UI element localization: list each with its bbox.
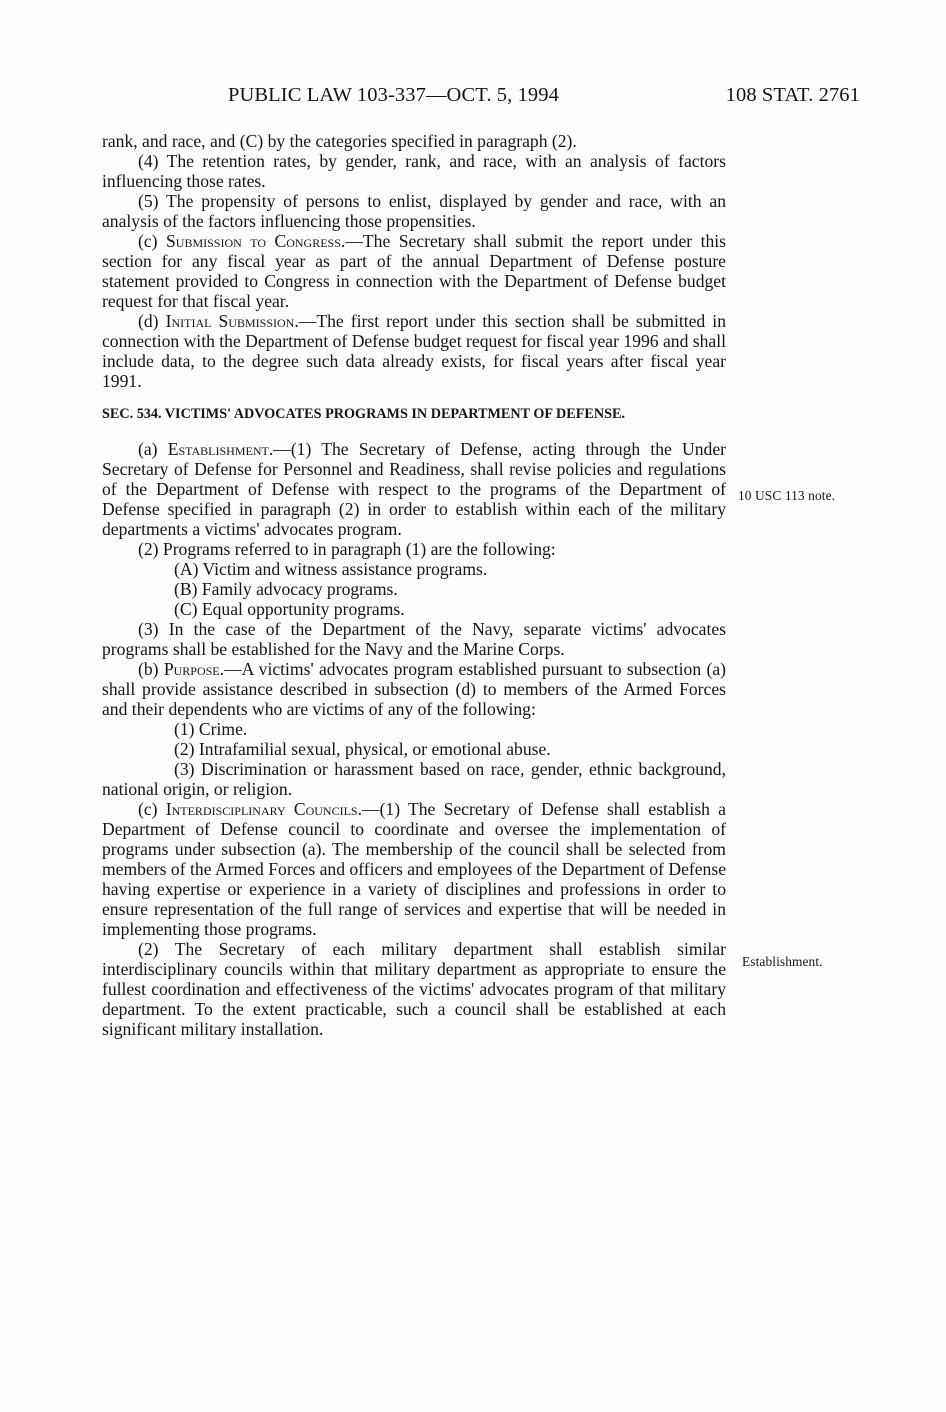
subsection-a-establishment xyxy=(102,439,726,539)
subsection-heading: Establishment. xyxy=(167,439,274,459)
paragraph: (5) The propensity of persons to enlist, displayed by gender and race, with an analysis of the factors influencing those propensities. xyxy=(102,191,726,231)
subsection-label: (d) xyxy=(138,311,166,331)
subsection-d-initial xyxy=(102,311,726,391)
subsection-text: —(1) The Secretary of Defense, acting through the Under Secretary of Defense for Personnel and Readiness, shall revise policies and regulations of the Department of Defense with respect to the programs of the Department of Defense specified in paragraph (2) in order to establish within each of the military departments a victims' advocates program. xyxy=(102,439,726,539)
subsection-label: (c) xyxy=(138,799,166,819)
subsection-heading: Submission to Congress. xyxy=(166,231,346,251)
margin-note-establishment: Establishment. xyxy=(742,954,823,969)
header-stat-citation: 108 STAT. 2761 xyxy=(725,84,860,106)
list-item: (3) Discrimination or harassment based on race, gender, ethnic background, national origin, or religion. xyxy=(102,759,726,799)
subsection-heading: Initial Submission. xyxy=(165,311,299,331)
list-item: (A) Victim and witness assistance programs. xyxy=(174,559,488,579)
document-body xyxy=(102,131,726,1039)
list-item: (C) Equal opportunity programs. xyxy=(174,599,405,619)
header-title: PUBLIC LAW 103-337—OCT. 5, 1994 xyxy=(228,84,559,106)
subsection-label: (c) xyxy=(138,231,166,251)
subsection-label: (b) xyxy=(138,659,164,679)
list-item: (B) Family advocacy programs. xyxy=(174,579,398,599)
margin-note-usc: 10 USC 113 note. xyxy=(738,488,836,503)
subsection-heading: Interdisciplinary Councils. xyxy=(165,799,362,819)
subsection-text: —The first report under this section shall be submitted in connection with the Department of Defense budget request for fiscal year 1996 and shall include data, to the degree such data already exists, for fiscal years after fiscal year 1991. xyxy=(102,311,726,391)
paragraph: (2) The Secretary of each military department shall establish similar interdisciplinary councils within that military department as appropriate to ensure the fullest coordination and effectiveness of the victims' advocates program of that military department. To the extent practicable, such a council shall be established at each significant military installation. xyxy=(102,939,726,1039)
list-item: (1) Crime. xyxy=(174,719,248,739)
paragraph: rank, and race, and (C) by the categories specified in paragraph (2). xyxy=(102,131,577,151)
section-heading: SEC. 534. VICTIMS' ADVOCATES PROGRAMS IN DEPARTMENT OF DEFENSE. xyxy=(102,406,626,422)
paragraph: (4) The retention rates, by gender, rank, and race, with an analysis of factors influencing those rates. xyxy=(102,151,726,191)
list-item: (2) Intrafamilial sexual, physical, or emotional abuse. xyxy=(174,739,551,759)
subsection-b-purpose xyxy=(102,659,726,719)
paragraph: (3) In the case of the Department of the Navy, separate victims' advocates programs shall be established for the Navy and the Marine Corps. xyxy=(102,619,726,659)
subsection-c-submission xyxy=(102,231,726,311)
subsection-heading: Purpose. xyxy=(163,659,225,679)
page-header xyxy=(0,84,946,112)
subsection-c-councils xyxy=(102,799,726,939)
subsection-text: —(1) The Secretary of Defense shall establish a Department of Defense council to coordinate and oversee the implementation of programs under subsection (a). The membership of the council shall be selected from members of the Armed Forces and officers and employees of the Department of Defense having expertise or experience in a variety of disciplines and professions in order to ensure representation of the full range of services and expertise that will be needed in implementing those programs. xyxy=(102,799,726,939)
subsection-text: —A victims' advocates program established pursuant to subsection (a) shall provide assistance described in subsection (d) to members of the Armed Forces and their dependents who are victims of any of the following: xyxy=(102,659,726,719)
subsection-text: —The Secretary shall submit the report under this section for any fiscal year as part of the annual Department of Defense posture statement provided to Congress in connection with the Department of Defense budget request for that fiscal year. xyxy=(102,231,726,311)
subsection-label: (a) xyxy=(138,439,168,459)
paragraph: (2) Programs referred to in paragraph (1) are the following: xyxy=(138,539,556,559)
